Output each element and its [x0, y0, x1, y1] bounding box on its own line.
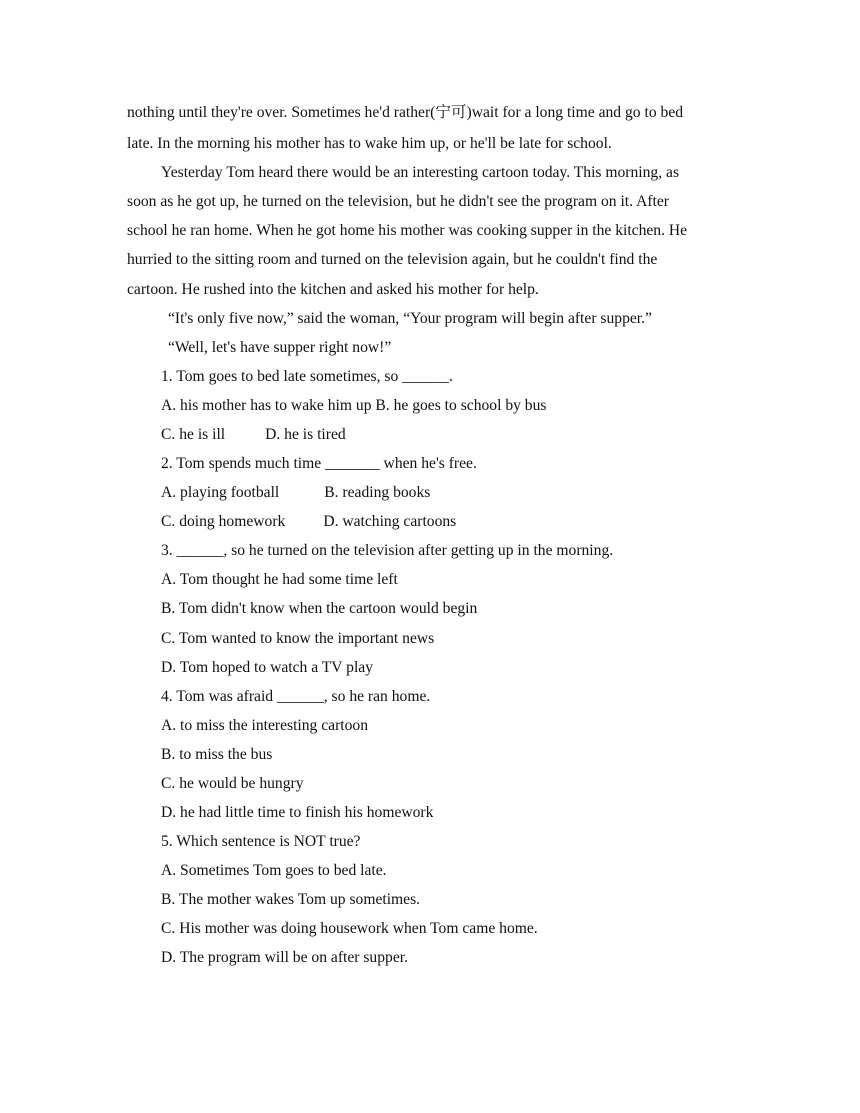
question-2-option-b: B. reading books [324, 484, 431, 501]
question-5-option-b: B. The mother wakes Tom up sometimes. [161, 891, 421, 908]
question-2-option-a: A. playing football [161, 484, 280, 501]
question-4-option-d: D. he had little time to finish his homework [161, 804, 434, 821]
passage-line-6: hurried to the sitting room and turned on the television again, but he couldn't find the [127, 251, 658, 268]
question-1-option-c: C. he is ill [161, 426, 226, 443]
question-1-stem: 1. Tom goes to bed late sometimes, so ______. [161, 368, 453, 385]
passage-line-2: late. In the morning his mother has to wake him up, or he'll be late for school. [127, 135, 612, 152]
question-5-stem: 5. Which sentence is NOT true? [161, 833, 361, 850]
question-3-stem: 3. ______, so he turned on the television after getting up in the morning. [161, 542, 614, 559]
question-1-option-d: D. he is tired [265, 426, 346, 443]
question-4-option-b: B. to miss the bus [161, 746, 273, 763]
question-3-option-b: B. Tom didn't know when the cartoon would begin [161, 600, 478, 617]
dialogue-line-1: “It's only five now,” said the woman, “Your program will begin after supper.” [168, 310, 652, 327]
question-5-option-d: D. The program will be on after supper. [161, 949, 408, 966]
question-5-option-a: A. Sometimes Tom goes to bed late. [161, 862, 387, 879]
question-2-option-c: C. doing homework [161, 513, 286, 530]
question-4-option-c: C. he would be hungry [161, 775, 304, 792]
passage-line-3: Yesterday Tom heard there would be an interesting cartoon today. This morning, as [161, 164, 680, 181]
question-2-options-cd [161, 512, 456, 532]
question-3-option-d: D. Tom hoped to watch a TV play [161, 659, 373, 676]
question-3-option-a: A. Tom thought he had some time left [161, 571, 398, 588]
question-1-options-cd [161, 425, 346, 445]
question-3-option-c: C. Tom wanted to know the important news [161, 630, 435, 647]
question-4-option-a: A. to miss the interesting cartoon [161, 717, 369, 734]
question-2-option-d: D. watching cartoons [323, 513, 457, 530]
question-1-options-ab: A. his mother has to wake him up B. he goes to school by bus [161, 397, 547, 414]
question-2-stem: 2. Tom spends much time _______ when he's free. [161, 455, 477, 472]
passage-line-5: school he ran home. When he got home his mother was cooking supper in the kitchen. He [127, 222, 688, 239]
question-4-stem: 4. Tom was afraid ______, so he ran home. [161, 688, 431, 705]
passage-line-7: cartoon. He rushed into the kitchen and asked his mother for help. [127, 281, 539, 298]
dialogue-line-2: “Well, let's have supper right now!” [168, 339, 392, 356]
question-5-option-c: C. His mother was doing housework when Tom came home. [161, 920, 538, 937]
passage-line-4: soon as he got up, he turned on the television, but he didn't see the program on it. After [127, 193, 669, 210]
passage-line-1: nothing until they're over. Sometimes he'd rather(宁可)wait for a long time and go to bed [127, 104, 684, 121]
question-2-options-ab [161, 483, 430, 503]
